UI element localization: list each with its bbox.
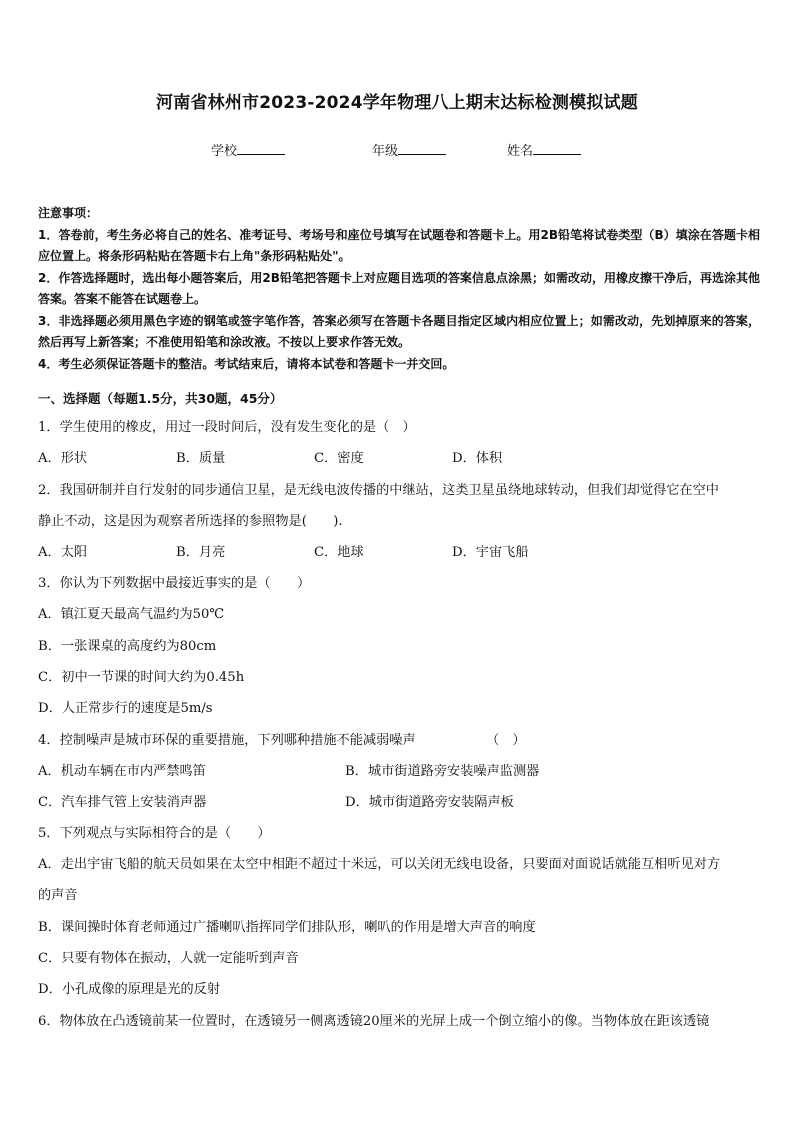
grade-label: 年级 (372, 144, 399, 159)
question-5-option-b: B．课间操时体育老师通过广播喇叭指挥同学们排队形，喇叭的作用是增大声音的响度 (38, 920, 536, 935)
section-heading: 一、选择题（每题1.5分，共30题，45分） (38, 391, 283, 406)
question-3-option-b: B．一张课桌的高度约为80cm (38, 639, 217, 654)
question-6-stem-line1: 6．物体放在凸透镜前某一位置时，在透镜另一侧离透镜20厘米的光屏上成一个倒立缩小的像。当物体放在距该透镜 (38, 1014, 710, 1029)
note-item: 3．非选择题必须用黑色字迹的钢笔或签字笔作答，答案必须写在答题卡各题目指定区域内相应位置上；如需改动，先划掉原来的答案，然后再写上新答案；不准使用铅笔和涂改液。不按以上要求作答无效。 (38, 313, 760, 349)
question-1-option-d: D．体积 (452, 451, 503, 466)
question-3-option-d: D．人正常步行的速度是5m/s (38, 701, 213, 716)
name-label: 姓名 (507, 144, 534, 159)
question-5-option-c: C．只要有物体在振动，人就一定能听到声音 (38, 951, 299, 966)
question-3-option-a: A．镇江夏天最高气温约为50℃ (38, 607, 225, 622)
question-2-stem-line1: 2．我国研制并自行发射的同步通信卫星，是无线电波传播的中继站，这类卫星虽绕地球转动，但我们却觉得它在空中 (38, 483, 719, 498)
question-2-option-d: D．宇宙飞船 (452, 545, 529, 560)
question-4-option-b: B．城市街道路旁安装噪声监测器 (345, 764, 540, 779)
question-2-stem-line2: 静止不动，这是因为观察者所选择的参照物是( ). (38, 514, 343, 529)
question-5-option-d: D．小孔成像的原理是光的反射 (38, 982, 221, 997)
question-4-option-c: C．汽车排气管上安装消声器 (38, 795, 207, 810)
question-5-option-a-line1: A．走出宇宙飞船的航天员如果在太空中相距不超过十米远，可以关闭无线电设备，只要面对面说话就能互相听见对方 (38, 857, 721, 872)
school-field (211, 140, 285, 159)
school-blank (237, 142, 285, 155)
note-item: 4．考生必须保证答题卡的整洁。考试结束后，请将本试卷和答题卡一并交回。 (38, 356, 455, 371)
question-3-stem: 3．你认为下列数据中最接近事实的是（ ） (38, 576, 311, 591)
note-item: 1．答卷前，考生务必将自己的姓名、准考证号、考场号和座位号填写在试题卷和答题卡上。用2B铅笔将试卷类型（B）填涂在答题卡相应位置上。将条形码粘贴在答题卡右上角"条形码粘贴处"。 (38, 227, 760, 263)
question-1-option-a: A．形状 (38, 451, 88, 466)
question-4-stem: 4．控制噪声是城市环保的重要措施，下列哪种措施不能减弱噪声 (38, 733, 416, 748)
name-field (507, 140, 581, 159)
grade-blank (398, 142, 446, 155)
page-title: 河南省林州市2023-2024学年物理八上期末达标检测模拟试题 (156, 93, 638, 113)
name-blank (533, 142, 581, 155)
grade-field (372, 140, 446, 159)
notes-heading: 注意事项： (38, 206, 99, 220)
question-3-option-c: C．初中一节课的时间大约为0.45h (38, 670, 245, 685)
question-1-option-b: B．质量 (176, 451, 226, 466)
question-2-option-b: B．月亮 (176, 545, 226, 560)
question-2-option-a: A．太阳 (38, 545, 88, 560)
question-5-option-a-line2: 的声音 (38, 888, 78, 903)
question-1-option-c: C．密度 (314, 451, 364, 466)
question-4-answer-paren: （ ） (486, 733, 526, 748)
question-4-option-a: A．机动车辆在市内严禁鸣笛 (38, 764, 206, 779)
question-5-stem: 5．下列观点与实际相符合的是（ ） (38, 826, 271, 841)
question-4-option-d: D．城市街道路旁安装隔声板 (345, 795, 514, 810)
school-label: 学校 (211, 144, 238, 159)
question-2-option-c: C．地球 (314, 545, 364, 560)
notes-block (38, 203, 760, 375)
note-item: 2．作答选择题时，选出每小题答案后，用2B铅笔把答题卡上对应题目选项的答案信息点涂黑；如需改动，用橡皮擦干净后，再选涂其他答案。答案不能答在试题卷上。 (38, 270, 760, 306)
question-1-stem: 1．学生使用的橡皮，用过一段时间后，没有发生变化的是（ ） (38, 420, 416, 435)
